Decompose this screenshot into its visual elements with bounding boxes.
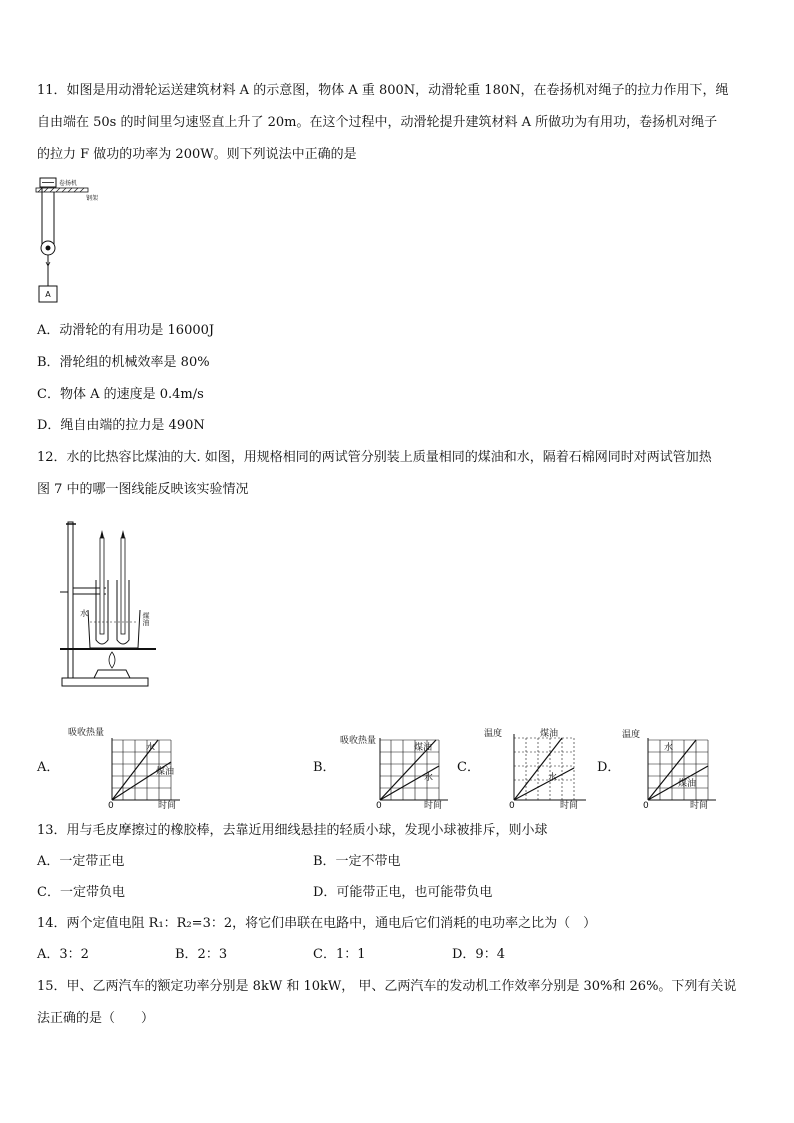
q12-graph-b	[336, 726, 456, 810]
q11-stem-line3: 的拉力 F 做功的功率为 200W。则下列说法中正确的是	[37, 147, 357, 162]
graph-b-lower-label: 水	[424, 773, 434, 783]
graph-b-ylabel: 吸收热量	[340, 736, 377, 746]
q11-stem-line2: 自由端在 50s 的时间里匀速竖直上升了 20m。在这个过程中，动滑轮提升建筑材料 A 所做功为有用功，卷扬机对绳子	[37, 115, 718, 130]
graph-b-origin: 0	[376, 801, 382, 810]
heating-apparatus-diagram	[60, 518, 170, 690]
water-label: 水	[80, 609, 88, 618]
graph-a-lower-label: 煤油	[156, 767, 175, 777]
q14-option-d: D．9：4	[452, 947, 505, 962]
q13-option-d: D．可能带正电，也可能带负电	[313, 885, 493, 900]
q11-option-a: A．动滑轮的有用功是 16000J	[37, 323, 215, 338]
q12-option-a-letter: A．	[37, 760, 60, 775]
q14-option-b: B．2：3	[175, 947, 228, 962]
graph-d-origin: 0	[643, 801, 649, 810]
graph-c-xlabel: 时间	[560, 801, 579, 810]
q14-option-a: A．3：2	[37, 947, 89, 962]
q12-graph-a	[68, 726, 188, 810]
graph-a-origin: 0	[108, 801, 114, 810]
box-a-label: A	[45, 290, 51, 299]
graph-d-xlabel: 时间	[690, 801, 709, 810]
q12-option-b-letter: B．	[313, 760, 336, 775]
q13-option-c: C．一定带负电	[37, 885, 125, 900]
q12-graph-d	[618, 726, 720, 810]
q14-option-c: C．1：1	[313, 947, 366, 962]
q15-stem-line1: 15．甲、乙两汽车的额定功率分别是 8kW 和 10kW， 甲、乙两汽车的发动机工作效率分别是 30%和 26%。下列有关说	[37, 979, 737, 994]
graph-d-lower-label: 煤油	[678, 779, 697, 789]
q11-option-c: C．物体 A 的速度是 0.4m/s	[37, 387, 204, 402]
q11-stem-line1: 11．如图是用动滑轮运送建筑材料 A 的示意图，物体 A 重 800N，动滑轮重 180N，在卷扬机对绳子的拉力作用下，绳	[37, 83, 729, 98]
graph-c-upper-label: 煤油	[540, 729, 559, 739]
graph-a-ylabel: 吸收热量	[68, 728, 105, 738]
q12-stem-line2: 图 7 中的哪一图线能反映该实验情况	[37, 482, 249, 497]
q12-option-d-letter: D．	[597, 760, 621, 775]
graph-d-upper-label: 水	[664, 743, 674, 753]
q13-stem: 13．用与毛皮摩擦过的橡胶棒，去靠近用细线悬挂的轻质小球，发现小球被排斥，则小球	[37, 823, 548, 838]
q11-option-b: B．滑轮组的机械效率是 80%	[37, 355, 210, 370]
q14-stem: 14．两个定值电阻 R₁：R₂=3：2，将它们串联在电路中，通电后它们消耗的电功率之比为（ ）	[37, 916, 597, 931]
q15-stem-line2: 法正确的是（ ）	[37, 1011, 155, 1026]
graph-a-upper-label: 水	[146, 743, 156, 753]
q11-option-d: D．绳自由端的拉力是 490N	[37, 418, 205, 433]
graph-c-origin: 0	[509, 801, 515, 810]
graph-d-ylabel: 温度	[622, 730, 641, 740]
graph-b-upper-label: 煤油	[414, 743, 433, 753]
graph-a-xlabel: 时间	[158, 801, 177, 810]
graph-c-ylabel: 温度	[484, 729, 503, 739]
q12-stem-line1: 12．水的比热容比煤油的大. 如图，用规格相同的两试管分别装上质量相同的煤油和水，隔着石棉网同时对两试管加热	[37, 450, 712, 465]
q13-option-a: A．一定带正电	[37, 854, 125, 869]
kerosene-label: 煤油	[142, 612, 150, 626]
q13-option-b: B．一定不带电	[313, 854, 401, 869]
q12-option-c-letter: C．	[457, 760, 480, 775]
frame-label: 钢架	[86, 195, 99, 202]
pulley-diagram	[34, 176, 104, 306]
graph-c-lower-label: 水	[548, 773, 558, 783]
winch-label: 卷扬机	[59, 180, 78, 187]
q12-graph-c	[478, 724, 590, 810]
graph-b-xlabel: 时间	[424, 801, 443, 810]
